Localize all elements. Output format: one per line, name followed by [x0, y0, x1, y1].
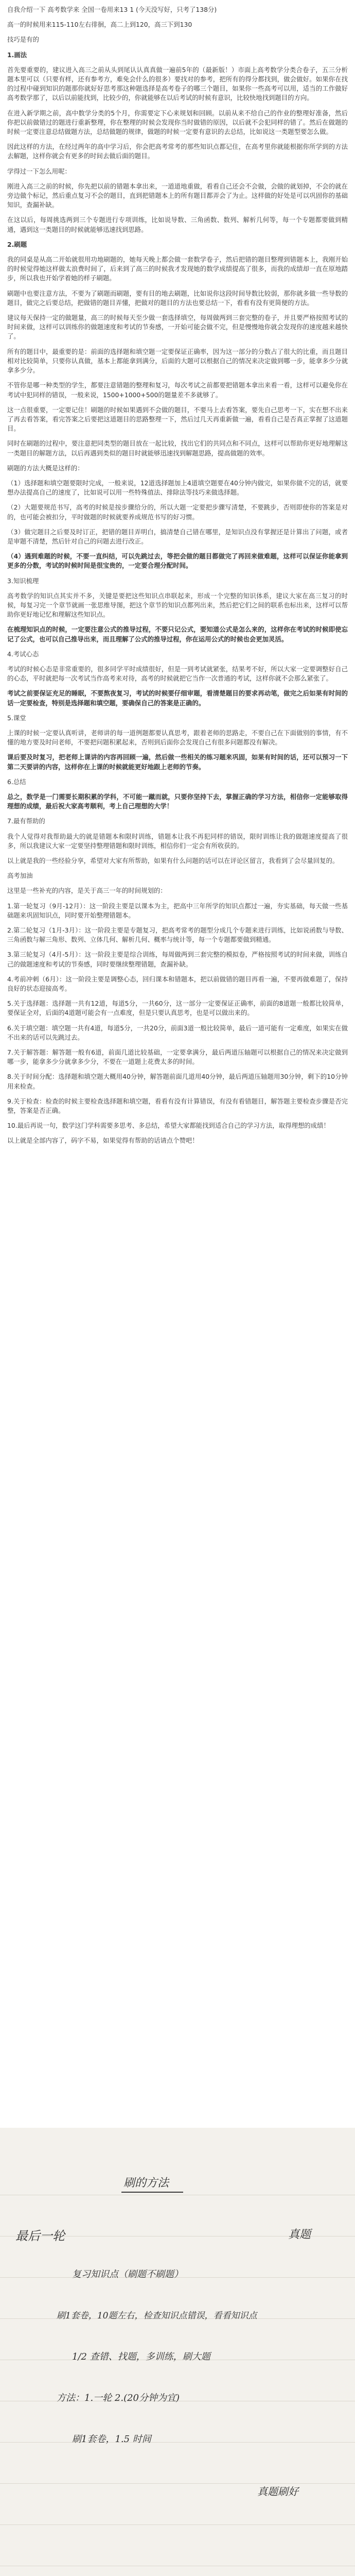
paragraph: 考试的时候心态是非常重要的，很多同学平时成绩很好，但是一到考试就紧张，结果考不好，所以大家一定要调整好自己的心态，平时就把每一次考试当作高考来对待，高考的时候就把它当作一次普通的考试，这样你就不会那么紧张了。	[7, 665, 348, 683]
article-body	[7, 5, 348, 1151]
paragraph: 我个人觉得对我帮助最大的就是错题本和限时训练，错题本让我不再犯同样的错误，限时训练让我的做题速度提高了很多，所以我建议大家一定要坚持整理错题和限时训练，相信你们一定会有所收获的。	[7, 832, 348, 850]
section-heading: 在梳理知识点的时候，一定要注意公式的推导过程，不要只记公式，要知道公式是怎么来的，这样你在考试的时候即使忘记了公式，也可以自己推导出来，而且理解了公式的推导过程，你在运用公式的时候也会更加灵活。	[7, 625, 348, 643]
paragraph: （3）做完题目之后要及时订正，把错的题目弄明白，搞清楚自己错在哪里，是知识点没有掌握还是计算出了问题，或者是审题不清楚，然后针对自己的问题去进行改正。	[7, 528, 348, 545]
notes-title-underline	[121, 2192, 183, 2193]
notes-title: 刷的方法	[123, 2177, 169, 2190]
paragraph: 刷题的方法大概是这样的：	[7, 464, 84, 472]
paragraph: （2）大题要规范书写，高考的时候是按步骤给分的，所以大题一定要把步骤写清楚，不要跳步，否则即使你的答案是对的，也可能会被扣分，平时做题的时候就要养成规范书写的好习惯。	[7, 503, 348, 521]
paragraph: 10.最后再说一句，数学这门学科需要多思考、多总结，希望大家都能找到适合自己的学习方法，取得理想的成绩！	[7, 1122, 330, 1130]
section-heading: 2.刷题	[7, 240, 27, 248]
paragraph: 4.考试心态	[7, 650, 39, 658]
paragraph: 8.关于时间分配：选择题和填空题大概用40分钟，解答题前面几道用40分钟，最后两道压轴题用30分钟，剩下的10分钟用来检查。	[7, 1073, 348, 1090]
paragraph: 1.第一轮复习（9月-12月）：这一阶段主要是以课本为主，把高中三年所学的知识点都过一遍，夯实基础，每天做一些基础题来巩固知识点，同时要开始整理错题本。	[7, 902, 348, 919]
paragraph: 9.关于检查：检查的时候主要检查选择题和填空题，看看有没有计算错误，有没有看错题目，解答题主要检查步骤是否完整，答案是否正确。	[7, 1097, 348, 1115]
notes-line-5: 刷1套卷，1.5 时间	[72, 2434, 151, 2445]
paragraph: 学得过一下怎么用呢：	[7, 167, 71, 175]
paragraph: 刚进入高三之前的时候，你先把以前的错题本拿出来，一道道地重做，看看自己还会不会做，会做的就划掉，不会的就在旁边做个标记，然后重点复习不会的题目，直到把错题本上的所有题目都弄会了为止。这样做的好处是可以巩固你的基础知识，查漏补缺。	[7, 182, 348, 209]
handwritten-notes-photo	[0, 2128, 355, 2576]
paragraph: 7.最有帮助的	[7, 817, 45, 825]
section-heading: 课后要及时复习，把老师上课讲的内容再回顾一遍，然后做一些相关的练习题来巩固，如果有时间的话，还可以预习一下第二天要讲的内容，这样你在上课的时候就能更好地跟上老师的节奏。	[7, 753, 348, 771]
paragraph: 这一点很重要，一定要记住！刷题的时候如果遇到不会做的题目，不要马上去看答案，要先自己思考一下，实在想不出来了再去看答案，看完答案之后要把这道题目的思路整理一下，然后过几天再重新做一遍，看看自己是否真正掌握了这道题目。	[7, 405, 348, 433]
paragraph: 在进入新学期之前，高中数学分类的5个月，你需要定下心来规划和回顾。以前从来不给自己的作业的整理好准备，然后你把以前做错过的题进行重新整理，你在整理的时候会发现你当时做错的原因，以后就不会犯同样的错了。然后在做题的时候一定要注意总结做题方法，总结做题的规律，做题的时候一定要有意识的去总结，比如说这一类题型要怎么做。	[7, 109, 348, 136]
paragraph: 在这以后，每周挑选两到三个专题进行专项训练，比如说导数、三角函数、数列、解析几何等，每一个专题都要做到精通，遇到这一类题目的时候就能够迅速找到思路。	[7, 216, 348, 233]
notes-bottom-right: 真题刷好	[257, 2485, 298, 2498]
paragraph: 不管你是哪一种类型的学生，都要注意错题的整理和复习，每次考试之前都要把错题本拿出来看一看，这样可以避免你在考试中犯同样的错误，一般来说，1500+1000+500的题量差不多就够了。	[7, 381, 348, 399]
section-heading: 考试之前要保证充足的睡眠，不要熬夜复习，考试的时候要仔细审题，看清楚题目的要求再动笔，做完之后如果有时间的话一定要检查，特别是选择题和填空题，要确保自己的答案是正确的。	[7, 689, 348, 707]
paragraph: 同时在刷题的过程中，要注意把同类型的题目放在一起比较，找出它们的共同点和不同点，这样可以帮助你更好地理解这一类题目的解题方法，以后再遇到类似的题目时就能够迅速找到解题思路，提高做题的效率。	[7, 439, 348, 457]
paragraph: 3.第三轮复习（4月-5月）：这一阶段主要是综合训练，每周做两到三套完整的模拟卷，严格按照考试的时间来做，训练自己的做题速度和考试的节奏感，同时要继续整理错题，查漏补缺。	[7, 951, 348, 968]
notes-line-2: 刷1套卷，10题左右，检查知识点错误，看看知识点	[57, 2311, 257, 2321]
paragraph: 技巧是有的	[7, 36, 39, 44]
paragraph: 因此这样的方法，在经过两年的高中学习后，你会把高考常考的那些知识点都记住，在高考里你就能根据你所学到的方法去解题，这样你就会有更多的时间去做后面的题目。	[7, 143, 348, 160]
paragraph: （1）选择题和填空题要限时完成，一般来说，12道选择题加上4道填空题要在40分钟内做完，如果你做不完的话，就要想办法提高自己的速度了，比如说可以用一些特殊值法、排除法等技巧来做选择题。	[7, 479, 348, 497]
paragraph: 高一的时候用来115-110左右徘徊，高二上到120，高三下到130	[7, 21, 192, 29]
paragraph: 这里是一些补充的内容，是关于高三一年的时间规划的：	[7, 887, 167, 895]
paragraph: 高考数学的知识点其实并不多，关键是要把这些知识点串联起来，形成一个完整的知识体系，建议大家在高三复习的时候，每复习完一个章节就画一张思维导图，把这个章节的知识点都列出来，然后把它们之间的联系也标出来，这样可以帮助你更好地记忆和理解这些知识点。	[7, 591, 348, 619]
section-heading: （4）遇到难题的时候，不要一直纠结，可以先跳过去，等把会做的题目都做完了再回来做难题，这样可以保证你能拿到更多的分数，考试的时候时间是很宝贵的，一定要合理分配时间。	[7, 552, 348, 570]
paragraph: 6.总结	[7, 777, 26, 786]
paragraph: 首先要重要的，建议进入高三之前从头到尾认认真真做一遍前5年的（最新版！）市面上高考数学分类合卷子，五三分析题本里可以（只要有样，还有参考方，难免会什么的很多）要找对的参考，把所有的得分都找到，做会做好。如果你在找的过程中碰到知识的题那你就好好思考那这种题选择是高考卷子的哪三个题目，如果你一些高考可以用，适当的工作做好高考数学那了，以后以前能找到，比较少的，你就能够在以后考试的时候有意识，比较快地找到题目的方向。	[7, 65, 348, 102]
paragraph: 4.考前冲刺（6月）：这一阶段主要是调整心态，回归课本和错题本，把以前做错的题目再看一遍，不要再做难题了，保持良好的状态迎接高考。	[7, 975, 348, 993]
notes-line-4: 方法：1.一轮 2.(20分钟为宜)	[57, 2393, 180, 2403]
paragraph: 6.关于填空题：填空题一共有4道，每道5分，一共20分，前面3道一般比较简单，最后一道可能有一定难度，如果实在做不出来的话可以先跳过去。	[7, 1024, 348, 1041]
section-heading: 1.画法	[7, 50, 27, 59]
paragraph: 2.第二轮复习（1月-3月）：这一阶段主要是专题复习，把高考常考的题型分成几个专题来进行训练，比如说函数与导数、三角函数与解三角形、数列、立体几何、解析几何、概率与统计等，每一个专题都要做到精通。	[7, 926, 348, 944]
paragraph: 以上就是我的一些经验分享，希望对大家有所帮助，如果有什么问题的话可以在评论区留言，我看到了会尽量回复的。	[7, 857, 339, 865]
notes-left-label: 最后一轮	[15, 2229, 65, 2243]
notes-right-label: 真题	[288, 2228, 311, 2241]
paragraph: 3.知识梳理	[7, 577, 39, 585]
paragraph: 刷题中也要注意方法，不要为了刷题而刷题，要有目的地去刷题，比如说你这段时间导数比较弱，那你就多做一些导数的题目，做完之后要总结，把做错的题目弄懂，把做对的题目的方法也要总结一下，看看有没有更简便的方法。	[7, 289, 348, 307]
paragraph: 5.课堂	[7, 714, 26, 722]
notes-line-1: 复习知识点（刷题不刷题）	[72, 2269, 183, 2280]
paragraph: 高考加油	[7, 872, 33, 880]
paragraph: 我的同桌是从高二开始就很用功地刷题的，她每天晚上都会做一套数学卷子，然后把错的题目整理到错题本上，我刚开始的时候觉得她这样做太浪费时间了，后来到了高三的时候我才发现她的数学成绩提高了很多，而我的成绩却一直在原地踏步，所以我也开始学着她的样子刷题。	[7, 256, 348, 282]
paragraph: 以上就是全部内容了，码字不易，如果觉得有帮助的话请点个赞吧！	[7, 1137, 199, 1145]
paragraph: 自我介绍一下 高考数学来 全国一卷用来13 1 (今天没写好，只考了138分)	[7, 6, 217, 13]
paragraph: 7.关于解答题：解答题一般有6道，前面几道比较基础，一定要拿满分，最后两道压轴题可以根据自己的情况来决定做到哪一步，能拿多少分就拿多少分，不要在一道题上花费太多的时间。	[7, 1048, 348, 1066]
paragraph: 所有的题目中，最重要的是：前面的选择题和填空题一定要保证正确率，因为这一部分的分数占了很大的比重，而且题目相对比较简单，只要你认真做，基本上都能拿到满分，后面的大题可以根据自己的情况来决定做到哪一步，能拿多少分就拿多少分。	[7, 347, 348, 375]
paragraph: 5.关于选择题：选择题一共有12道，每道5分，一共60分，这一部分一定要保证正确率，前面的8道题一般都比较简单，要保证全对，后面的4道题可能会有一点难度，但是只要认真思考，也是可以做出来的。	[7, 999, 348, 1017]
paragraph: 上课的时候一定要认真听讲，老师讲的每一道例题都要认真思考，跟着老师的思路走，不要自己在下面做别的事情，有不懂的地方要及时问老师，不要把问题积累起来，否则到后面你会发现自己有很多问题都没有解决。	[7, 728, 348, 747]
section-heading: 总之，数学是一门需要长期积累的学科，不可能一蹴而就，只要你坚持下去，掌握正确的学习方法，相信你一定能够取得理想的成绩，最后祝大家高考顺利，考上自己理想的大学！	[7, 793, 348, 810]
paragraph: 建议每天保持一定的做题量，高三的时候每天至少做一套选择填空，每周做两到三套完整的卷子，并且要严格按照考试的时间来做，这样可以训练你的做题速度和考试的节奏感，一开始可能会做不完，但是慢慢地你就会发现你的速度越来越快了。	[7, 314, 348, 341]
notes-line-3: 1/2 查错、找题，多训练，刷大题	[72, 2351, 210, 2362]
